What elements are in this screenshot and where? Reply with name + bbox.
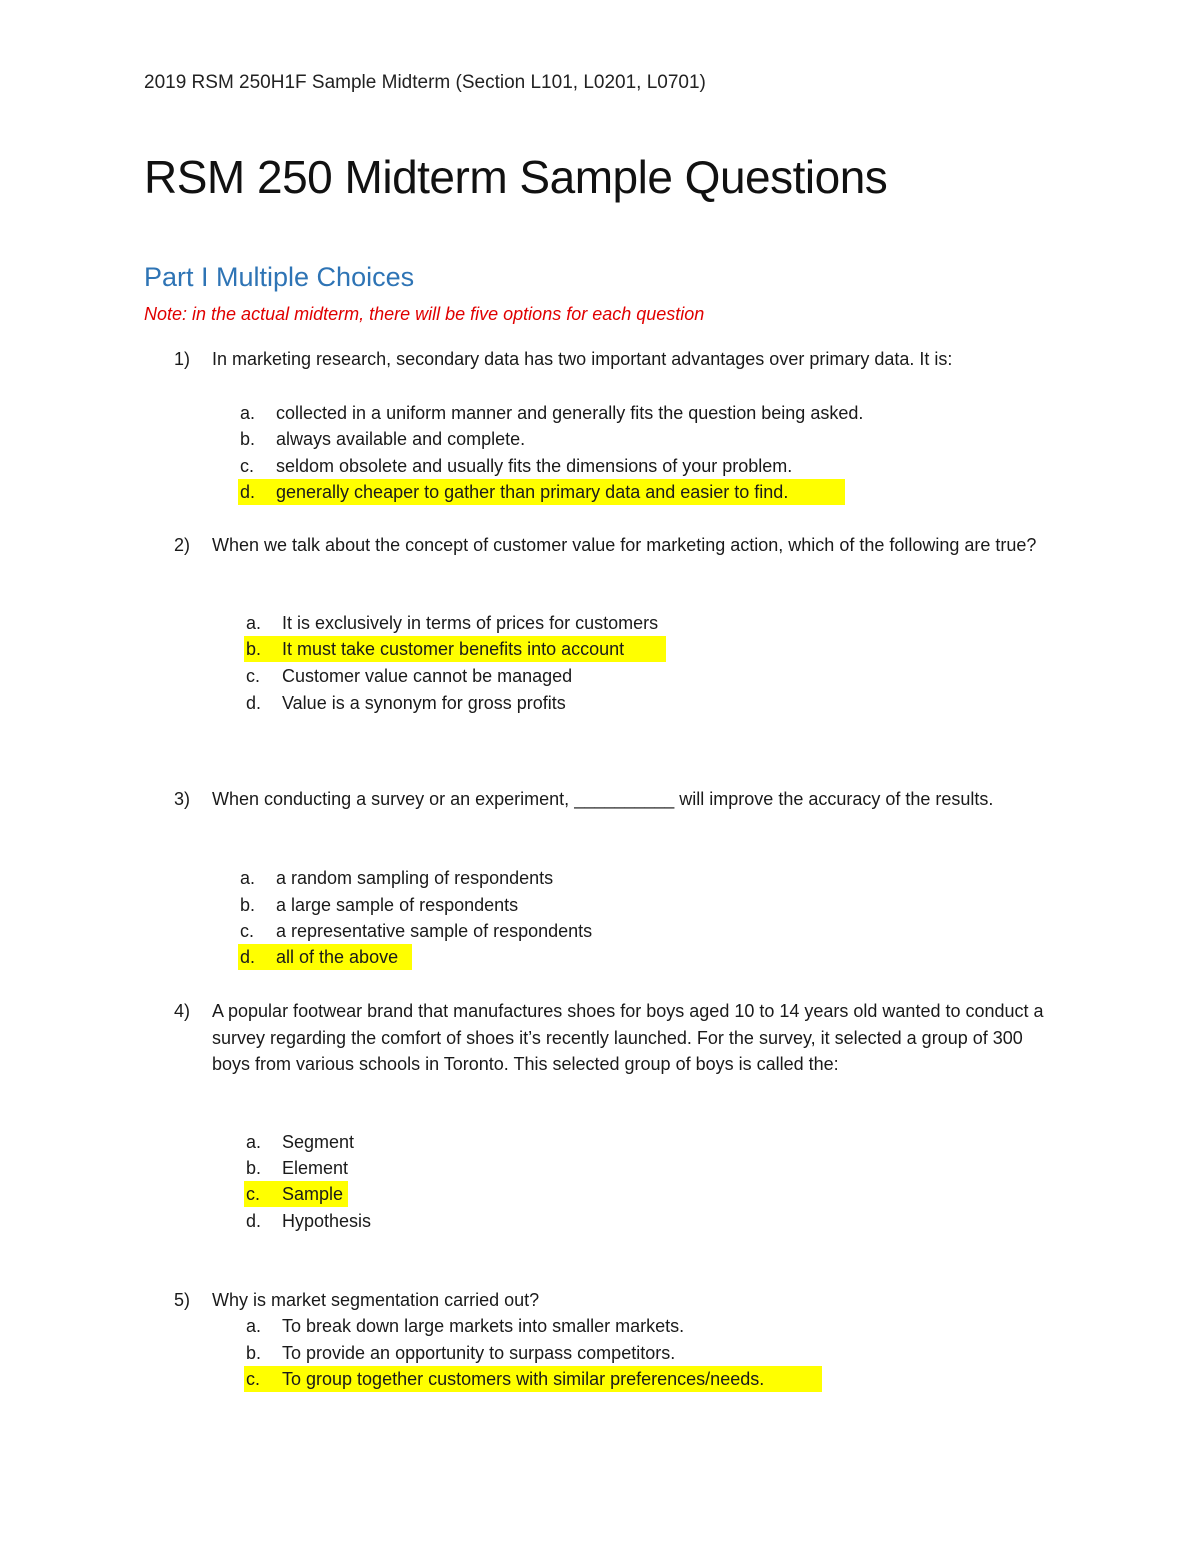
option-letter: b.: [240, 429, 256, 449]
option-text: Value is a synonym for gross profits: [282, 693, 566, 713]
option-letter: a.: [246, 613, 262, 633]
option-letter: b.: [240, 895, 256, 915]
option-text: a random sampling of respondents: [276, 868, 554, 888]
option-letter: c.: [246, 1369, 261, 1389]
option-letter: b.: [246, 1158, 262, 1178]
option-text: To break down large markets into smaller markets.: [282, 1316, 685, 1336]
note-text: Note: in the actual midterm, there will be five options for each question: [144, 304, 705, 324]
option-text: It is exclusively in terms of prices for customers: [282, 613, 659, 633]
question-text: A popular footwear brand that manufactures shoes for boys aged 10 to 14 years old wanted to conduct a survey regarding the comfort of shoes it’s recently launched. For the survey, it selected a group of 300 boys from various schools in Toronto. This selected group of boys is called the:: [212, 1001, 1044, 1074]
question-number: 4): [174, 1001, 191, 1021]
document-title: RSM 250 Midterm Sample Questions: [144, 151, 888, 203]
option-text: It must take customer benefits into account: [282, 639, 625, 659]
option-text: Customer value cannot be managed: [282, 666, 573, 686]
question-number: 1): [174, 349, 191, 369]
option-text: Sample: [282, 1184, 344, 1204]
option-letter: a.: [246, 1316, 262, 1336]
option-letter: d.: [246, 693, 262, 713]
option-text: Hypothesis: [282, 1211, 372, 1231]
question-text: When conducting a survey or an experiment, __________ will improve the accuracy of the results.: [212, 789, 994, 809]
option-text: generally cheaper to gather than primary data and easier to find.: [276, 482, 789, 502]
option-letter: a.: [240, 403, 256, 423]
option-letter: c.: [240, 456, 255, 476]
option-text: all of the above: [276, 947, 399, 967]
option-letter: b.: [246, 1343, 262, 1363]
option-letter: c.: [246, 1184, 261, 1204]
question-number: 3): [174, 789, 191, 809]
option-text: a large sample of respondents: [276, 895, 519, 915]
option-text: To group together customers with similar preferences/needs.: [282, 1369, 765, 1389]
option-letter: b.: [246, 639, 262, 659]
option-letter: c.: [246, 666, 261, 686]
part-heading: Part I Multiple Choices: [144, 262, 415, 292]
option-text: seldom obsolete and usually fits the dimensions of your problem.: [276, 456, 793, 476]
option-letter: d.: [246, 1211, 262, 1231]
question-text: When we talk about the concept of customer value for marketing action, which of the following are true?: [212, 535, 1037, 555]
option-letter: d.: [240, 482, 256, 502]
option-text: To provide an opportunity to surpass competitors.: [282, 1343, 676, 1363]
question-text: Why is market segmentation carried out?: [212, 1290, 540, 1310]
question-number: 2): [174, 535, 191, 555]
option-letter: c.: [240, 921, 255, 941]
option-text: a representative sample of respondents: [276, 921, 593, 941]
option-text: collected in a uniform manner and generally fits the question being asked.: [276, 403, 864, 423]
page-header: 2019 RSM 250H1F Sample Midterm (Section L101, L0201, L0701): [144, 72, 706, 93]
option-letter: a.: [240, 868, 256, 888]
option-letter: d.: [240, 947, 256, 967]
option-letter: a.: [246, 1132, 262, 1152]
option-text: Element: [282, 1158, 349, 1178]
question-text: In marketing research, secondary data has two important advantages over primary data. It is:: [212, 349, 953, 369]
option-text: Segment: [282, 1132, 355, 1152]
option-text: always available and complete.: [276, 429, 526, 449]
question-number: 5): [174, 1290, 191, 1310]
